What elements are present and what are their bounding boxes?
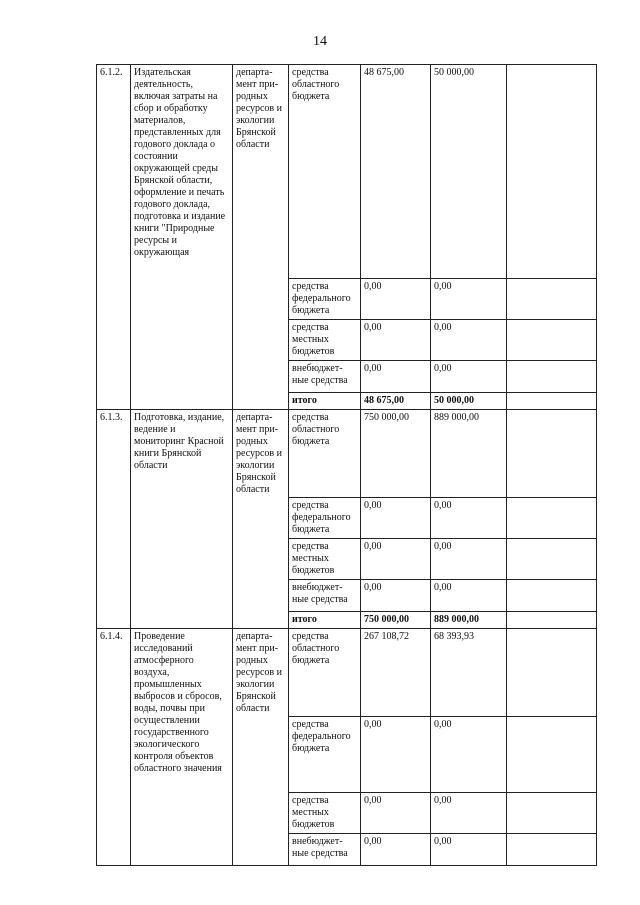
funding-source: средства местных бюджетов <box>289 539 361 580</box>
funding-total-value-2: 50 000,00 <box>431 393 507 410</box>
funding-source: средства федерального бюджета <box>289 498 361 539</box>
funding-value-1: 0,00 <box>361 580 431 612</box>
funding-source: средства местных бюджетов <box>289 793 361 834</box>
funding-value-1: 0,00 <box>361 539 431 580</box>
funding-value-2: 0,00 <box>431 361 507 393</box>
empty-cell <box>507 498 597 539</box>
funding-source: средства федерального бюджета <box>289 717 361 793</box>
funding-source: средства местных бюджетов <box>289 320 361 361</box>
empty-cell <box>507 834 597 866</box>
funding-source: средства областного бюджета <box>289 65 361 279</box>
item-name: Издательская деятельность, включая затраты на сбор и обработку материалов, представленных для годового доклада о состоянии окружающей среды Брянской области, оформление и печать годового доклада, подготовка и издание книги "Природные ресурсы и окружающая <box>131 65 233 410</box>
funding-value-1: 0,00 <box>361 279 431 320</box>
empty-cell <box>507 793 597 834</box>
empty-cell <box>507 717 597 793</box>
item-code: 6.1.4. <box>97 629 131 866</box>
funding-value-1: 0,00 <box>361 717 431 793</box>
table-row <box>97 65 597 279</box>
funding-value-2: 0,00 <box>431 320 507 361</box>
empty-cell <box>507 320 597 361</box>
empty-cell <box>507 361 597 393</box>
funding-value-2: 0,00 <box>431 498 507 539</box>
funding-value-1: 0,00 <box>361 361 431 393</box>
table-row <box>97 629 597 717</box>
item-code: 6.1.3. <box>97 410 131 629</box>
empty-cell <box>507 539 597 580</box>
empty-cell <box>507 612 597 629</box>
funding-total-value-1: 48 675,00 <box>361 393 431 410</box>
empty-cell <box>507 629 597 717</box>
funding-source: внебюджет-ные средства <box>289 580 361 612</box>
item-executor: департа-мент при-родных ресурсов и экологии Брянской области <box>233 65 289 410</box>
empty-cell <box>507 393 597 410</box>
empty-cell <box>507 65 597 279</box>
item-executor: департа-мент при-родных ресурсов и экологии Брянской области <box>233 410 289 629</box>
funding-value-2: 0,00 <box>431 717 507 793</box>
empty-cell <box>507 410 597 498</box>
page-number: 14 <box>313 34 327 49</box>
funding-value-2: 0,00 <box>431 580 507 612</box>
item-executor: департа-мент при-родных ресурсов и экологии Брянской области <box>233 629 289 866</box>
item-name: Проведение исследований атмосферного воздуха, промышленных выбросов и сбросов, воды, почвы при осуществлении государственного экологического контроля объектов областного значения <box>131 629 233 866</box>
funding-value-2: 68 393,93 <box>431 629 507 717</box>
funding-source: внебюджет-ные средства <box>289 361 361 393</box>
funding-value-2: 50 000,00 <box>431 65 507 279</box>
item-code: 6.1.2. <box>97 65 131 410</box>
funding-value-1: 0,00 <box>361 834 431 866</box>
table-row <box>97 410 597 498</box>
funding-value-1: 0,00 <box>361 793 431 834</box>
funding-source: средства федерального бюджета <box>289 279 361 320</box>
funding-value-1: 267 108,72 <box>361 629 431 717</box>
funding-source: внебюджет-ные средства <box>289 834 361 866</box>
item-name: Подготовка, издание, ведение и мониторинг Красной книги Брянской области <box>131 410 233 629</box>
funding-value-1: 750 000,00 <box>361 410 431 498</box>
empty-cell <box>507 279 597 320</box>
funding-value-2: 0,00 <box>431 279 507 320</box>
funding-value-1: 0,00 <box>361 498 431 539</box>
budget-table <box>96 64 597 866</box>
funding-value-1: 48 675,00 <box>361 65 431 279</box>
funding-total-value-2: 889 000,00 <box>431 612 507 629</box>
funding-value-1: 0,00 <box>361 320 431 361</box>
empty-cell <box>507 580 597 612</box>
funding-source: средства областного бюджета <box>289 629 361 717</box>
funding-total-label: итого <box>289 393 361 410</box>
funding-value-2: 0,00 <box>431 834 507 866</box>
funding-source: средства областного бюджета <box>289 410 361 498</box>
funding-value-2: 0,00 <box>431 793 507 834</box>
funding-value-2: 0,00 <box>431 539 507 580</box>
funding-total-value-1: 750 000,00 <box>361 612 431 629</box>
funding-value-2: 889 000,00 <box>431 410 507 498</box>
funding-total-label: итого <box>289 612 361 629</box>
